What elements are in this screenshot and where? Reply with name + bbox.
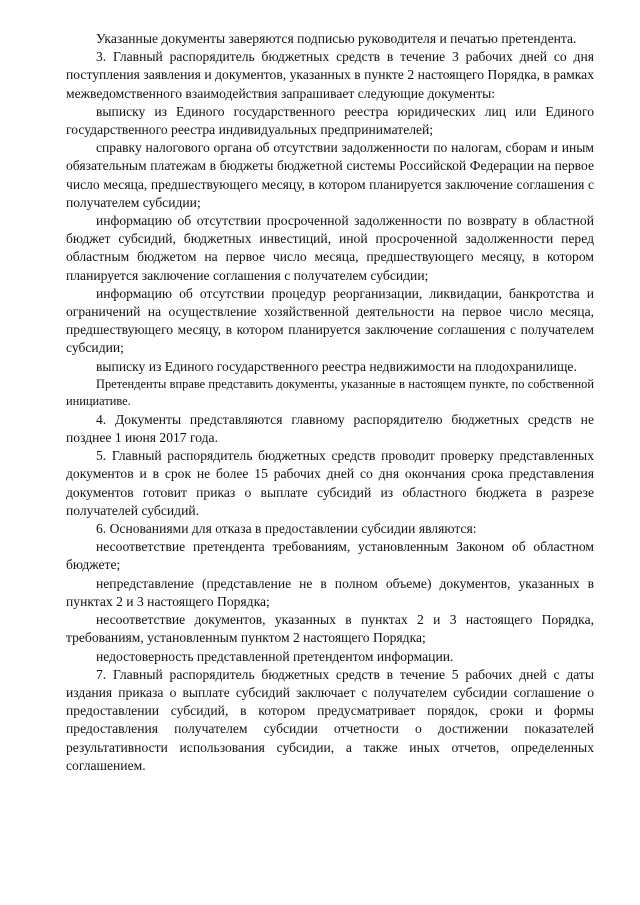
list-item-reorganization-information: информацию об отсутствии процедур реорганизации, ликвидации, банкротства и ограничений на осуществление хозяйственной деятельности на первое число месяца, предшествующего месяцу, в котором планируется заключение соглашения с получателем субсидии; bbox=[66, 285, 594, 356]
paragraph-own-initiative: Претенденты вправе представить документы, указанные в настоящем пункте, по собственной инициативе. bbox=[66, 376, 594, 409]
list-item-nonsubmission: непредставление (представление не в полном объеме) документов, указанных в пунктах 2 и 3 настоящего Порядка; bbox=[66, 575, 594, 609]
list-item-document-nonconformity: несоответствие документов, указанных в пунктах 2 и 3 настоящего Порядка, требованиям, установленным пунктом 2 настоящего Порядка; bbox=[66, 612, 594, 646]
list-item-nonconformity-law: несоответствие претендента требованиям, установленным Законом об областном бюджете; bbox=[66, 539, 594, 573]
paragraph-clause-3: 3. Главный распорядитель бюджетных средств в течение 3 рабочих дней со дня поступления заявления и документов, указанных в пункте 2 настоящего Порядка, в рамках межведомственного взаимодействия запрашивает следующие документы: bbox=[66, 49, 594, 101]
document-page bbox=[66, 30, 594, 775]
paragraph-certification: Указанные документы заверяются подписью руководителя и печатью претендента. bbox=[96, 31, 577, 46]
list-item-unreliable-information: недостоверность представленной претендентом информации. bbox=[96, 648, 454, 664]
paragraph-clause-7: 7. Главный распорядитель бюджетных средств в течение 5 рабочих дней с даты издания приказа о выплате субсидий заключает с получателем субсидии соглашение о предоставлении субсидий, в котором предусматривает порядок, сроки и формы предоставления получателем субсидии отчетности о достижении показателей результативности использования субсидии, а также иных отчетов, определенных соглашением. bbox=[66, 666, 594, 773]
paragraph-clause-4: 4. Документы представляются главному распорядителю бюджетных средств не позднее 1 июня 2017 года. bbox=[66, 411, 594, 446]
list-item-tax-certificate: справку налогового органа об отсутствии задолженности по налогам, сборам и иным обязательным платежам в бюджеты бюджетной системы Российской Федерации на первое число месяца, предшествующего месяцу, в котором планируется заключение соглашения с получателем субсидии; bbox=[66, 140, 594, 210]
list-item-real-estate-extract: выписку из Единого государственного реестра недвижимости на плодохранилище. bbox=[96, 358, 577, 374]
list-item-registry-extract: выписку из Единого государственного реестра юридических лиц или Единого государственного реестра индивидуальных предпринимателей; bbox=[66, 103, 594, 138]
paragraph-clause-5: 5. Главный распорядитель бюджетных средств проводит проверку представленных документов и в срок не более 15 рабочих дней со дня окончания срока представления документов готовит приказ о выплате субсидий из областного бюджета в разрезе получателей субсидий. bbox=[66, 448, 594, 518]
paragraph-clause-6: 6. Основаниями для отказа в предоставлении субсидии являются: bbox=[96, 521, 477, 537]
list-item-debt-information: информацию об отсутствии просроченной задолженности по возврату в областной бюджет субсидий, бюджетных инвестиций, иной просроченной задолженности перед областным бюджетом на первое число месяца, предшествующего месяцу, в котором планируется заключение соглашения с получателем субсидии; bbox=[66, 213, 594, 283]
